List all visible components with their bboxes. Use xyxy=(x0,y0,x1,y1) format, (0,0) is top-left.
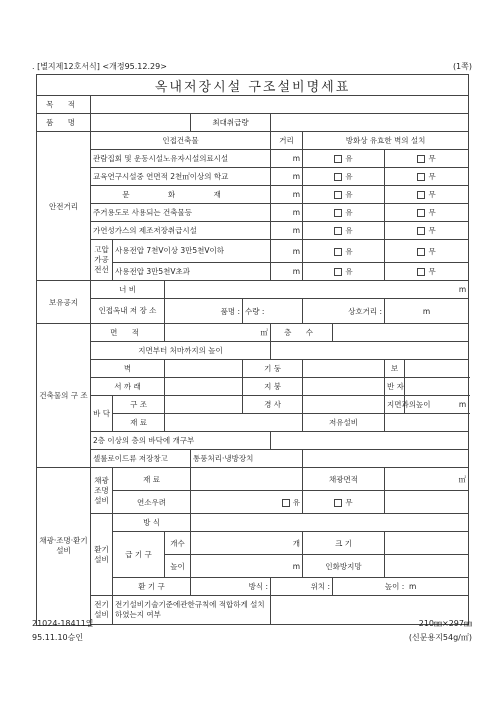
wall-no-checkbox[interactable]: 무 xyxy=(385,204,469,222)
distance-header: 거리 xyxy=(271,132,303,150)
reserve-width-field[interactable]: m xyxy=(165,281,469,299)
reserve-section-label: 보유공지 xyxy=(37,281,91,324)
distance-unit: m xyxy=(271,150,303,168)
vent-method-label: 방 식 xyxy=(113,514,191,532)
wall-no-checkbox[interactable]: 무 xyxy=(385,186,469,204)
fire-risk-no-checkbox[interactable]: 무 xyxy=(303,491,385,514)
opening-field[interactable] xyxy=(271,432,469,450)
wall-label: 벽 xyxy=(91,360,165,378)
floor-material-field[interactable] xyxy=(165,414,303,432)
adjacent-item-field[interactable]: 품명 : xyxy=(165,299,243,324)
wall-yes-checkbox[interactable]: 유 xyxy=(303,222,385,240)
electric-label: 전기 설비 xyxy=(91,596,113,625)
page-number: (1쪽) xyxy=(452,62,472,71)
reserve-width-label: 너 비 xyxy=(91,281,165,299)
ventilation-cooling-label: 통풍처리·냉방장치 xyxy=(191,450,303,468)
lighting-label: 채광 조명 설비 xyxy=(91,468,113,514)
column-field[interactable] xyxy=(303,360,385,378)
rafter-field[interactable] xyxy=(165,378,243,396)
wall-no-checkbox[interactable]: 무 xyxy=(385,222,469,240)
fire-screen-field[interactable] xyxy=(385,555,469,578)
mutual-distance-label: 상호거리 : xyxy=(303,299,385,324)
fire-screen-label: 인화방지망 xyxy=(303,555,385,578)
safety-item: 주거용도로 사용되는 건축물등 xyxy=(91,204,271,222)
supply-inlet-label: 급 기 구 xyxy=(113,532,165,578)
exhaust-label: 환 기 구 xyxy=(113,578,191,596)
exhaust-height-field[interactable]: 높이 : m xyxy=(333,578,469,596)
fire-risk-yes-checkbox[interactable]: 유 xyxy=(191,491,303,514)
height-label: 높이 xyxy=(165,555,191,578)
wall-field[interactable] xyxy=(165,360,243,378)
electric-text: 전기설비기술기준에관한규칙에 적합하게 설치하였는지 여부 xyxy=(113,596,271,625)
floor-material-label: 재 료 xyxy=(113,414,165,432)
wall-yes-checkbox[interactable]: 유 xyxy=(303,186,385,204)
distance-unit: m xyxy=(271,222,303,240)
wall-yes-checkbox[interactable]: 유 xyxy=(303,168,385,186)
form-code: 21024-18411일 xyxy=(32,619,94,628)
light-area-field[interactable]: ㎡ xyxy=(385,468,469,491)
form-id: . [별지제12호서식] <개정95.12.29> xyxy=(32,62,167,71)
ground-height-field[interactable]: m xyxy=(405,396,469,414)
opening-label: 2층 이상의 층의 바닥에 개구부 xyxy=(91,432,271,450)
adjacent-building-header: 인접건축물 xyxy=(91,132,271,150)
vent-method-field[interactable] xyxy=(191,514,469,532)
count-field[interactable]: 개 xyxy=(191,532,303,555)
safety-item: 문 화 재 xyxy=(91,186,271,204)
floors-field[interactable] xyxy=(333,324,469,342)
eaves-height-field[interactable] xyxy=(271,342,469,360)
roof-label: 지 붕 xyxy=(243,378,303,396)
adjacent-storage-label: 인접옥내 저 장 소 xyxy=(91,299,165,324)
rafter-label: 서 까 래 xyxy=(91,378,165,396)
ventilation-label: 환기 설비 xyxy=(91,514,113,596)
safety-item: 교육연구시설중 연면적 2천㎡이상의 학교 xyxy=(91,168,271,186)
safety-item: 관람집회 및 운동시설노유자시설의료시설 xyxy=(91,150,271,168)
area-field[interactable]: ㎡ xyxy=(165,324,271,342)
eaves-height-label: 지면부터 처마까지의 높이 xyxy=(91,342,271,360)
retention-field[interactable] xyxy=(385,414,469,432)
paper-size: 210㎜×297㎜ xyxy=(418,619,472,628)
light-material-label: 재 료 xyxy=(113,468,191,491)
item-name-field[interactable] xyxy=(91,114,191,132)
max-qty-field[interactable] xyxy=(271,114,469,132)
floors-label: 층 수 xyxy=(271,324,333,342)
wall-yes-checkbox[interactable]: 유 xyxy=(303,263,385,281)
wall-no-checkbox[interactable]: 무 xyxy=(385,150,469,168)
size-label: 크 기 xyxy=(303,532,385,555)
exhaust-position-field[interactable]: 위치 : xyxy=(271,578,333,596)
purpose-label: 목 적 xyxy=(37,96,91,114)
ground-height-label: 지면과의높이 xyxy=(385,396,405,414)
adjacent-qty-field[interactable]: 수량 : xyxy=(243,299,303,324)
safety-section-label: 안전거리 xyxy=(37,132,91,281)
roof-field[interactable] xyxy=(303,378,385,396)
paper-type: (신문용지54g/㎡) xyxy=(408,633,472,642)
wall-header: 방화상 유효한 벽의 설치 xyxy=(303,132,469,150)
wall-yes-checkbox[interactable]: 유 xyxy=(303,150,385,168)
slope-field[interactable] xyxy=(303,396,385,414)
facility-section-label: 채광·조명·환기 설비 xyxy=(37,468,91,626)
distance-unit: m xyxy=(271,186,303,204)
hv-item: 사용전압 7천V이상 3만5천V이하 xyxy=(113,240,271,263)
wall-yes-checkbox[interactable]: 유 xyxy=(303,240,385,263)
fire-risk-blank xyxy=(385,491,469,514)
purpose-field[interactable] xyxy=(91,96,469,114)
cellulose-label: 셀룰로이드류 저장창고 xyxy=(91,450,191,468)
ceiling-field[interactable] xyxy=(405,378,469,396)
light-area-label: 채광면적 xyxy=(303,468,385,491)
wall-yes-checkbox[interactable]: 유 xyxy=(303,204,385,222)
distance-unit: m xyxy=(271,263,303,281)
wall-no-checkbox[interactable]: 무 xyxy=(385,168,469,186)
form-footer xyxy=(32,618,472,646)
high-voltage-label: 고압 가공 전선 xyxy=(91,240,113,281)
ceiling-label: 반 자 xyxy=(385,378,405,396)
distance-unit: m xyxy=(271,204,303,222)
count-label: 개수 xyxy=(165,532,191,555)
distance-unit: m xyxy=(271,240,303,263)
height-field[interactable]: m xyxy=(191,555,303,578)
structure-form-table xyxy=(36,74,469,626)
max-qty-label: 최대취급량 xyxy=(191,114,271,132)
light-material-field[interactable] xyxy=(191,468,303,491)
hv-item: 사용전압 3만5천V초과 xyxy=(113,263,271,281)
wall-no-checkbox[interactable]: 무 xyxy=(385,240,469,263)
form-title: 옥내저장시설 구조설비명세표 xyxy=(37,75,469,96)
item-name-label: 품 명 xyxy=(37,114,91,132)
area-label: 면 적 xyxy=(91,324,165,342)
form-header xyxy=(32,58,472,74)
size-field[interactable] xyxy=(385,532,469,555)
floor-label: 바 닥 xyxy=(91,396,113,432)
beam-label: 보 xyxy=(385,360,405,378)
ventilation-cooling-field[interactable] xyxy=(303,450,469,468)
exhaust-method-field[interactable]: 방식 : xyxy=(191,578,271,596)
fire-risk-label: 연소우려 xyxy=(113,491,191,514)
wall-no-checkbox[interactable]: 무 xyxy=(385,263,469,281)
approval-date: 95.11.10승인 xyxy=(32,633,84,642)
structure-section-label: 건축물의 구 조 xyxy=(37,324,91,468)
beam-field[interactable] xyxy=(405,360,469,378)
slope-label: 경 사 xyxy=(243,396,303,414)
safety-item: 가연성가스의 제조저장취급시설 xyxy=(91,222,271,240)
column-label: 기 둥 xyxy=(243,360,303,378)
retention-label: 저유설비 xyxy=(303,414,385,432)
mutual-distance-field[interactable]: m xyxy=(385,299,469,324)
floor-structure-field[interactable] xyxy=(165,396,243,414)
floor-structure-label: 구 조 xyxy=(113,396,165,414)
distance-unit: m xyxy=(271,168,303,186)
